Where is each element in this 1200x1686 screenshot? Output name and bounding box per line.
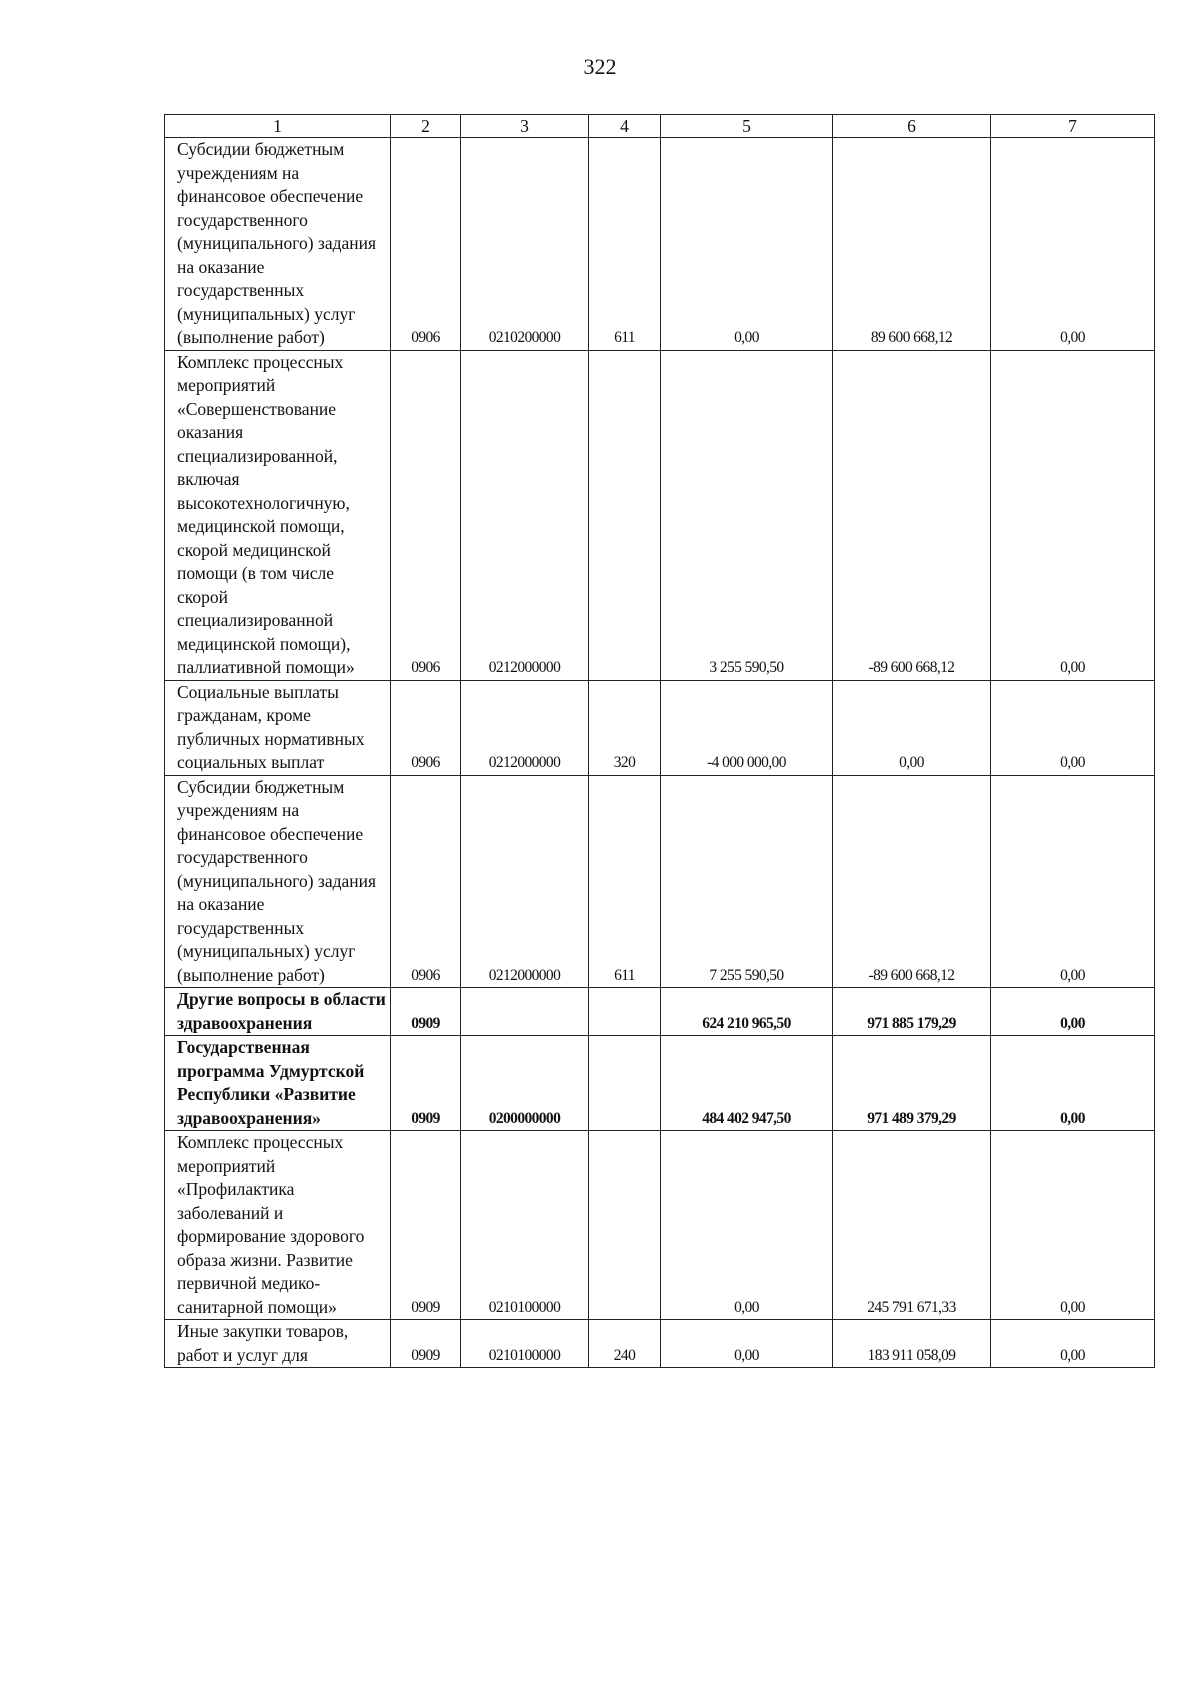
cell-col5: 7 255 590,50 [661, 775, 833, 988]
cell-col7: 0,00 [991, 1036, 1155, 1131]
page-number: 322 [583, 54, 617, 79]
cell-col7: 0,00 [991, 775, 1155, 988]
cell-col6: 89 600 668,12 [833, 138, 991, 351]
cell-col5: -4 000 000,00 [661, 680, 833, 775]
cell-col6: -89 600 668,12 [833, 775, 991, 988]
cell-type [589, 1131, 661, 1320]
row-name: Другие вопросы в области здравоохранения [165, 988, 391, 1036]
table-row [165, 680, 1155, 775]
table-row [165, 988, 1155, 1036]
cell-type [589, 1036, 661, 1131]
cell-col7: 0,00 [991, 1320, 1155, 1368]
cell-section: 0909 [391, 1320, 461, 1368]
cell-col5: 0,00 [661, 1131, 833, 1320]
row-name: Субсидии бюджетным учреждениям на финансовое обеспечение государственного (муниципального) задания на оказание государственных (муниципальных) услуг (выполнение работ) [165, 138, 391, 351]
row-name: Комплекс процессных мероприятий «Совершенствование оказания специализированной, включая высокотехнологичную, медицинской помощи, скорой медицинской помощи (в том числе скорой специализированной медицинской помощи), паллиативной помощи» [165, 350, 391, 680]
cell-section: 0909 [391, 988, 461, 1036]
cell-col5: 484 402 947,50 [661, 1036, 833, 1131]
column-header: 5 [661, 115, 833, 138]
cell-target: 0200000000 [461, 1036, 589, 1131]
table-row [165, 138, 1155, 351]
column-header: 2 [391, 115, 461, 138]
cell-col5: 0,00 [661, 138, 833, 351]
row-name: Государственная программа Удмуртской Республики «Развитие здравоохранения» [165, 1036, 391, 1131]
table-row [165, 1131, 1155, 1320]
table-header-row [165, 115, 1155, 138]
row-name: Субсидии бюджетным учреждениям на финансовое обеспечение государственного (муниципального) задания на оказание государственных (муниципальных) услуг (выполнение работ) [165, 775, 391, 988]
row-name: Комплекс процессных мероприятий «Профилактика заболеваний и формирование здорового образа жизни. Развитие первичной медико-санитарной помощи» [165, 1131, 391, 1320]
cell-col7: 0,00 [991, 350, 1155, 680]
column-header: 4 [589, 115, 661, 138]
table-row [165, 1036, 1155, 1131]
cell-section: 0906 [391, 680, 461, 775]
cell-col6: -89 600 668,12 [833, 350, 991, 680]
column-header: 7 [991, 115, 1155, 138]
cell-target: 0212000000 [461, 350, 589, 680]
cell-section: 0909 [391, 1131, 461, 1320]
cell-col7: 0,00 [991, 1131, 1155, 1320]
column-header: 6 [833, 115, 991, 138]
cell-col6: 0,00 [833, 680, 991, 775]
cell-type: 611 [589, 138, 661, 351]
cell-type: 611 [589, 775, 661, 988]
column-header: 3 [461, 115, 589, 138]
table-row [165, 350, 1155, 680]
table-row [165, 1320, 1155, 1368]
cell-col7: 0,00 [991, 988, 1155, 1036]
cell-col6: 183 911 058,09 [833, 1320, 991, 1368]
cell-target: 0210100000 [461, 1131, 589, 1320]
cell-type [589, 350, 661, 680]
cell-section: 0906 [391, 775, 461, 988]
cell-target: 0212000000 [461, 680, 589, 775]
cell-section: 0906 [391, 350, 461, 680]
cell-target: 0210200000 [461, 138, 589, 351]
budget-table [164, 114, 1155, 1368]
cell-target [461, 988, 589, 1036]
cell-target: 0212000000 [461, 775, 589, 988]
cell-col7: 0,00 [991, 680, 1155, 775]
cell-type: 240 [589, 1320, 661, 1368]
cell-col5: 624 210 965,50 [661, 988, 833, 1036]
cell-col6: 971 885 179,29 [833, 988, 991, 1036]
cell-col7: 0,00 [991, 138, 1155, 351]
cell-col5: 3 255 590,50 [661, 350, 833, 680]
cell-col6: 245 791 671,33 [833, 1131, 991, 1320]
cell-section: 0906 [391, 138, 461, 351]
cell-col6: 971 489 379,29 [833, 1036, 991, 1131]
table-row [165, 775, 1155, 988]
cell-type: 320 [589, 680, 661, 775]
cell-type [589, 988, 661, 1036]
cell-target: 0210100000 [461, 1320, 589, 1368]
row-name: Социальные выплаты гражданам, кроме публичных нормативных социальных выплат [165, 680, 391, 775]
cell-section: 0909 [391, 1036, 461, 1131]
column-header: 1 [165, 115, 391, 138]
cell-col5: 0,00 [661, 1320, 833, 1368]
row-name: Иные закупки товаров, работ и услуг для [165, 1320, 391, 1368]
